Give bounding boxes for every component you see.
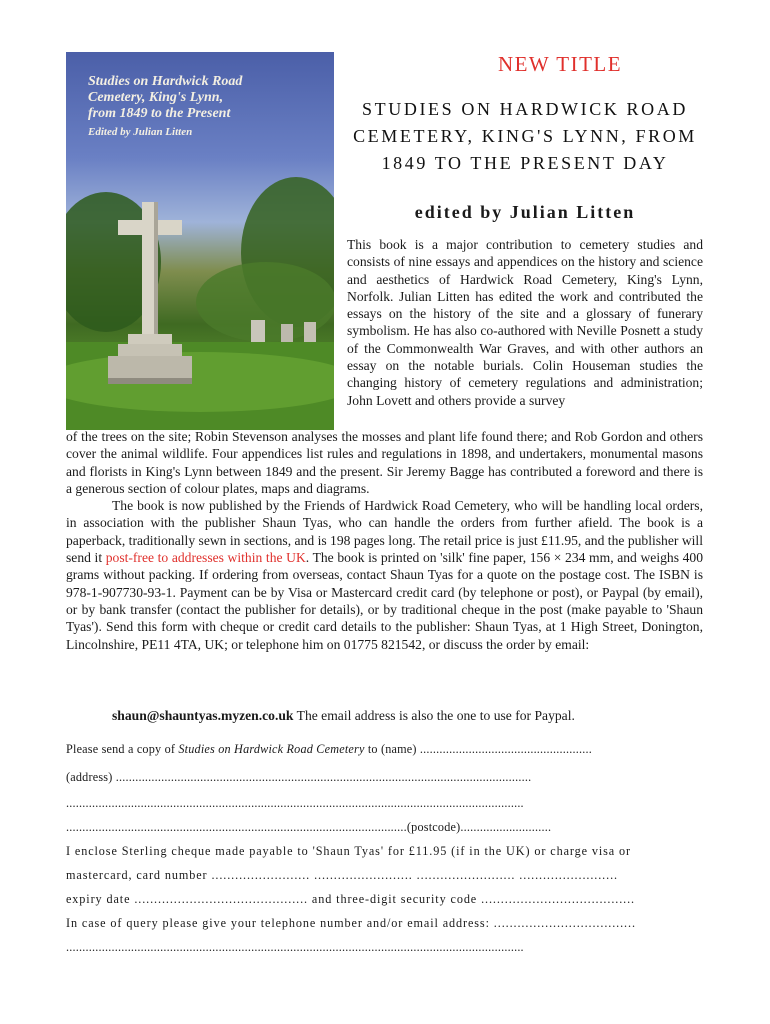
- form-contact-line[interactable]: In case of query please give your telephone number and/or email address: ....................................: [66, 916, 636, 930]
- ordering-text-a: The book is now published by the Friends of Hardwick Road Cemetery, who will be handling local orders, in association with the publisher Shaun Tyas, who can handle the orders from further afield. The book is a paperback, traditionally sewn in sections, and is 198 pages long. The retail price is just £11.95, and the publisher will send it: [66, 498, 703, 566]
- post-free-highlight: post-free to addresses within the UK: [105, 550, 306, 566]
- form-name-line[interactable]: [66, 742, 703, 757]
- cover-editor: Edited by Julian Litten: [88, 126, 193, 138]
- form-contact-extra-line[interactable]: .............................................................................................................................................: [66, 940, 524, 954]
- form-cheque-statement: I enclose Sterling cheque made payable to 'Shaun Tyas' for £11.95 (if in the UK) or charge visa or: [66, 844, 631, 858]
- cover-title-line-1: Studies on Hardwick Road: [88, 74, 243, 89]
- email-line: [112, 708, 712, 724]
- book-cover-image: [66, 52, 334, 430]
- book-title: STUDIES ON HARDWICK ROAD CEMETERY, KING'S LYNN, FROM 1849 TO THE PRESENT DAY: [353, 99, 697, 173]
- form-name-field[interactable]: to (name) .....................................................: [364, 742, 593, 756]
- form-address-line-1[interactable]: (address) ................................................................................................................................: [66, 770, 532, 784]
- form-address-line-2[interactable]: .............................................................................................................................................: [66, 796, 524, 810]
- book-editor: edited by Julian Litten: [414, 202, 636, 222]
- new-title-badge: NEW TITLE: [497, 52, 623, 76]
- publisher-email-link[interactable]: shaun@shauntyas.myzen.co.uk: [112, 708, 294, 723]
- description-paragraph-continued: of the trees on the site; Robin Stevenson analyses the mosses and plant life found there; and Rob Gordon and others cover the animal wildlife. Four appendices list rules and regulations in 1898, and undertakers, monumental masons and florists in King's Lynn between 1849 and the present. Sir Jeremy Bagge has contributed a foreword and there is a generous section of colour plates, maps and diagrams.: [66, 429, 703, 496]
- form-expiry-security-line[interactable]: expiry date ............................................ and three-digit security code .......................................: [66, 892, 635, 906]
- form-card-number-line[interactable]: mastercard, card number ......................... ......................... ......................... .........................: [66, 868, 618, 882]
- description-paragraph-top: This book is a major contribution to cemetery studies and consists of nine essays and appendices on the history and science and aesthetics of Hardwick Road Cemetery, King's Lynn, Norfolk. Julian Litten has edited the work and contributed the essays on the history of the site and a glossary of funerary symbolism. He has also co-authored with Neville Posnett a study of the Commonwealth War Graves, and with other authors an essay on the notable burials. Colin Houseman studies the changing history of cemetery regulations and administration; John Lovett and others provide a survey: [347, 237, 703, 408]
- description-body: [66, 428, 703, 653]
- cover-title-line-3: from 1849 to the Present: [88, 106, 231, 121]
- form-name-label: Please send a copy of: [66, 742, 179, 756]
- form-postcode-line[interactable]: .........................................................................................................(postcode)............................: [66, 820, 552, 834]
- email-note: The email address is also the one to use for Paypal.: [293, 708, 575, 723]
- form-book-title: Studies on Hardwick Road Cemetery: [178, 742, 365, 756]
- ordering-paragraph: [66, 497, 703, 653]
- cover-title-line-2: Cemetery, King's Lynn,: [88, 90, 224, 105]
- ordering-text-b: . The book is printed on 'silk' fine paper, 156 × 234 mm, and weighs 400 grams without packing. If ordering from overseas, contact Shaun Tyas for a quote on the postage cost. The ISBN is 978-1-907730-93-1. Payment can be by Visa or Mastercard credit card (by telephone or post), or Paypal (by email), or by bank transfer (contact the publisher for details), or by traditional cheque in the post (make payable to 'Shaun Tyas'). Send this form with cheque or credit card details to the publisher: Shaun Tyas, at 1 High Street, Donington, Lincolnshire, PE11 4TA, UK; or telephone him on 01775 821542, or discuss the order by email:: [66, 550, 703, 652]
- cover-title: [88, 74, 318, 140]
